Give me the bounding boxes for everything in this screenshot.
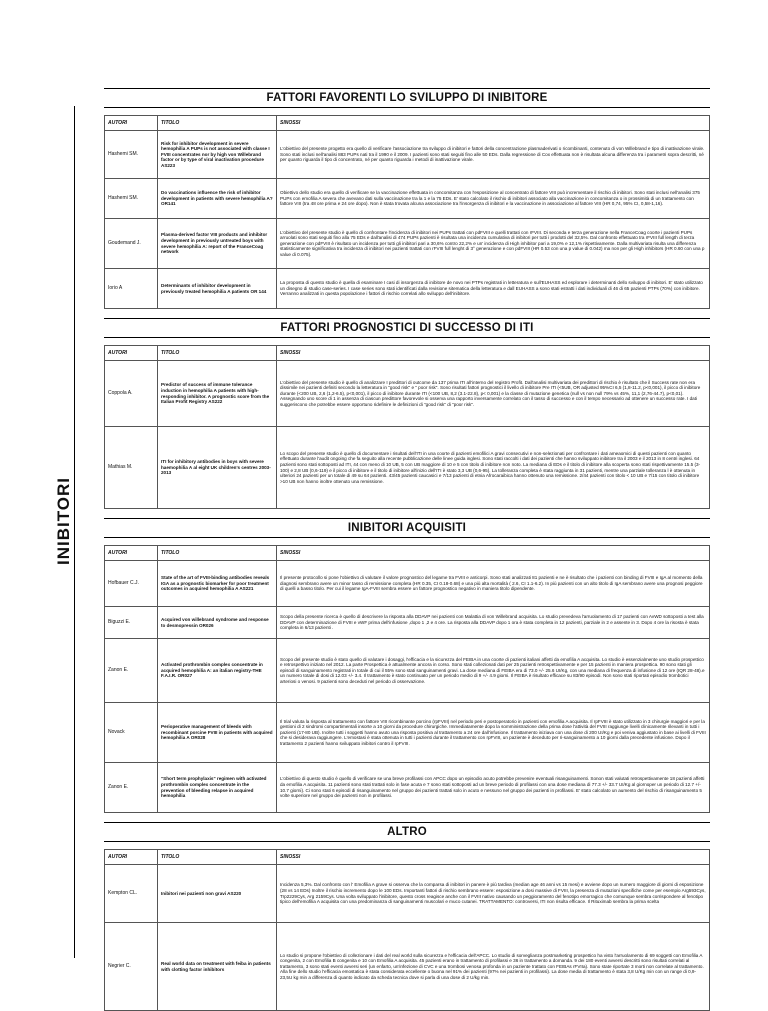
section-title: FATTORI PROGNOSTICI DI SUCCESSO DI ITI bbox=[104, 318, 710, 338]
cell-summary: Obiettivo dello studio era quello di verificare se la vaccinazione effettuata in concomitanza con l'esposizione al concentrato di fattore VIII può incrementare il rischio di inibitori. Sono stati inclusi nell'analisi 375 PUPs con emofilia A severa che avevano dati sulla vaccinazione tra la 1 e la 75 EDs. E' stato calcolato il rischio di inibitori associato alla vaccinazione in concomitanza o in prossimità di un trattamento con fattore VIII (tra 48 ore prima e 24 ore dopo). Non è stata trovata alcuna associazione tra l'insorgenza di inibitori e la vaccinazione in associazione al fattore VIII (HR 0,74, 95% CI, 0,58-1,16). bbox=[277, 179, 710, 219]
section-title: ALTRO bbox=[104, 822, 710, 842]
cell-summary: Scopo del presente studio è stato quello di valutare i dosaggi, l'efficacia e la sicurezza del FEIBA in una coorte di pazienti italiani affetti da emofilia A acquisita. Lo studio è essenzialmente uno studio prospettico e retrospettivo iniziato nel 2012. La parte Prospettica è attualmente ancora in corso. Sono stati collezionati dati per 25 pazienti retrospettivamente e per 15 pazienti in maniera prospettica. 90 sono stati gli episodi di sanguinamento registrati in totale di cui il 55% sono stati sanguinamenti gravi. La dose mediana di FEIBA era di 73.0 +/- 25.6 UI/Kg, con una mediana di frequenza di infusione di 12 ore (IQR 28-48).e un numero totale di dosi di 12.03 +/- 3.4. Il trattamento è stato continuato per un periodo medio di 9 +/- 4.9 giorni. Il FEIBA è risultato efficace su 83/90 episodi. Non sono stati riportati episodio trombotici arteriosi o venosi. 9 pazienti sono deceduti nel periodo di osservazione. bbox=[277, 639, 710, 703]
header-title: TITOLO bbox=[158, 116, 277, 131]
header-authors: AUTORI bbox=[105, 546, 158, 561]
table-header-row bbox=[105, 546, 710, 561]
cell-title: Determinants of inhibitor development in previously treated hemophilia A patients OR 144 bbox=[158, 269, 277, 309]
cell-title: Perioperative management of bleeds with recombinant porcine FVIII in patients with acquired hemophilia A OR028 bbox=[158, 703, 277, 763]
cell-summary: Il presente protocollo si pone l'obiettivo di valutare il valore prognostico del legame tra FVIII e anticorpi. Sono stati analizzati 81 pazienti e ne è risultato che i pazienti con binding di FVIII e IgA al momento della diagnosi sembrano avere un minor tasso di remissione completa (HR 0.35, CI 0.18-0.68) e una più alta mortalità ( 2.6, CI 1.1-6.2). In più pazienti con un alto titolo di IgA sembrano avere una prognosi peggiore di quelli a basso titolo. Per cui il legame IgA-FVIII sembra essere un fattore prognostico negativo in maniera titolo dipendente. bbox=[277, 561, 710, 607]
table-row bbox=[105, 763, 710, 813]
table-header-row bbox=[105, 850, 710, 865]
cell-summary: L'obiettivo del presente studio è quello di analizzare I predittori di outcome da 137 prima ITI all'interno del registro Profit. Dall'analisi multivariata dei predittori di rischio è risultato che il Success rate non era dissimile nei pazienti definiti secondo la letteratura in "good risk" e " poor risk". Sono risultati fattori prognostici il livello di inibitore Pre ITI (<5UB, OR adjusted 95%CI 6,5 (1,8-11.2, p<0,001), il picco di inibitore durante (<200 UB, 2,6 (1,2-6.5), p<0,001), il picco di inibitore durante ITI (<100 UB, 8,2 (3.1-22.8), p< 0,001) e la classe di mutazione genetica (null vs non null 79% vs 45%, 11,1 (2,76-44.7), p<0,01). Assegnando uno score di 1 in assenza di ciascun predittore favorevole si osserva una rapporto inversamente correlato con il tasso di successo e con il tempo necessario ad ottenere un successo rate. I dati suggeriscono che potrebbe essere opportuno ridefinire le definizioni di "good risk" di "poor risk". bbox=[277, 361, 710, 427]
table-header-row bbox=[105, 116, 710, 131]
cell-title: Predictor of success of immune tolerance induction in hemophilia A patients with high-responding inhibitor. A prognostic score from the Italian Profit Registry AS222 bbox=[158, 361, 277, 427]
cell-title: Real world data on treatment with feiba in patients with clotting factor inhibitors bbox=[158, 923, 277, 1011]
cell-title: Acquired von willebrand syndrome and response to desmopressin OR026 bbox=[158, 607, 277, 639]
cell-title: Risk for inhibitor development in severe hemophilia A PUPs is not associated with classe I FVIII concentrates nor by high von Willebrand factor or by type of viral inactivation procedure AS223 bbox=[158, 131, 277, 179]
section-table bbox=[104, 849, 710, 1011]
section-table bbox=[104, 545, 710, 813]
cell-summary: Scopo della presente ricerca è quello di descrivere la risposta alla DDAVP nei pazienti con Malattia di von Willebrand acquisita. Lo studio prevedeva l'arruolamento di 17 pazienti con AvWD sottoposti a test alla DDAVP con determinazione di FVIII e vWF prima dell'infusione ,dopo 1 ,2 e 4 ore. La risposta alla DDAVP dopo 1 ora è stata completa in 12 pazienti, parziale in 2 e assente in 3. Dopo 4 ore la risosta è stata completa in 6/13 pazienti . bbox=[277, 607, 710, 639]
side-label: INIBITORI bbox=[54, 476, 73, 565]
header-title: TITOLO bbox=[158, 546, 277, 561]
cell-summary: Lo scopo del presente studio è quello di documentare i risultati dell'ITI in una coorte di pazienti emofilici A gravi consecutivi e non-selezionati per confrontare i dati ameaomici di questi pazienti con quanto effettuato durante l'audit ongoing che fa seguito alla recente pubblicazione delle linee guida inglesi. Sono stati raccolti i dati dei pazienti che hanno sviluppato inibitore tra il 2003 e il 2013 in 8 centri inglesi. 64 pazienti sono stati sottoposti ad ITI, 44 con meno di 10 UB, 5 con UB maggiore di 10 e 5 con titolo di inibitore non noto. La mediana di EDs e il titolo di inibitore alla scoperta sono stati rispettivamente 15.5 (3-100) e 2,8 UB (0,6-119) e il picco di inibitore e il titolo di inibitore all'inizio dell'ITI è stato 3,3 UB (0,6-95). La tolleranza completa è stata raggiunta in 31 pazienti, mentre una parziale tolleranza l è ottenuta in ulteriori 24 pazienti per un totale di 49 su 64 pazienti. 43/45 pazienti caucasici e 7/13 pazienti di etnia Afrocaraibica hanno ottenuto una remissione. 2/44 pazienti con titolo < 10 UB e 7/15 con titolo di inibitore >10 UB non hanno inoltre ottenuto una remissione. bbox=[277, 427, 710, 509]
cell-author: Hashemi SM. bbox=[105, 131, 158, 179]
table-row bbox=[105, 865, 710, 923]
cell-summary: L'obiettivo del presente progetto era quello di verificare l'associazione tra sviluppo di inibitori e fattori della concentrazione plasmaderivati o ricombinanti, contenuto di von Willebrand e tipo di inattivazione virale. Sono stati inclusi nell'analisi 883 PUPs nati tra il 1990 e il 2009. I pazienti sono stati seguiti fino alle 50 EDs. Dalla regressione di Cox effettuata non è risultata alcuna differenza tra i parametri sopra descritti, né per quanto riguarda il tipo di concentrato, né per quanto riguarda i metodi di inattivazione virale. bbox=[277, 131, 710, 179]
cell-author: Iorio A bbox=[105, 269, 158, 309]
table-row bbox=[105, 179, 710, 219]
cell-summary: L'obiettivo di questo studio è quello di verificare se una breve profilassi con APCC dopo un episodio acuto potrebbe prevenire eventuali risanguinamenti. Sonon stati valutati retrospettivamente 18 pazienti affetti da emofilia A acquisita. 11 pazienti sono stati trattati solo in fase acuta e 7 sono stati sottoposti ad un breve periodo di profilassi con una dose mediana di 77.3 +/- 33.7 UI/Kg al giornoper un periodo di 12.7 +/- 10.7 giorni). Ci sono stati 6 episodi di risanguinamento nel gruppo dei pazienti trattati solo in acuto e nessuno nel gruppo dei pazienti in profilassi. E' stato calcolato un aumento del rischio di risanguinamento 5 volte superiore nel gruppo dei pazienti non in profilassi. bbox=[277, 763, 710, 813]
cell-author: Mathias M. bbox=[105, 427, 158, 509]
header-authors: AUTORI bbox=[105, 116, 158, 131]
table-row bbox=[105, 561, 710, 607]
section-title: FATTORI FAVORENTI LO SVILUPPO DI INIBITORE bbox=[104, 88, 710, 108]
cell-title: State of the art of FVIII-binding antibodies reveals IGA as a prognostic biomarker for poor treatment outcomes in acquired hemophilia A AS221 bbox=[158, 561, 277, 607]
section-table bbox=[104, 115, 710, 309]
header-summary: SINOSSI bbox=[277, 346, 710, 361]
header-summary: SINOSSI bbox=[277, 116, 710, 131]
cell-author: Hofbauer C.J. bbox=[105, 561, 158, 607]
header-authors: AUTORI bbox=[105, 346, 158, 361]
cell-author: Kempton CL. bbox=[105, 865, 158, 923]
section-title: INIBITORI ACQUISITI bbox=[104, 518, 710, 538]
cell-title: Do vaccinations influence the risk of inhibitor development in patients with severe hemophilia A? OR141 bbox=[158, 179, 277, 219]
table-row bbox=[105, 219, 710, 269]
table-header-row bbox=[105, 346, 710, 361]
table-row bbox=[105, 923, 710, 1011]
section-gap bbox=[104, 338, 710, 345]
cell-author: Zanon E. bbox=[105, 639, 158, 703]
table-row bbox=[105, 607, 710, 639]
table-row bbox=[105, 703, 710, 763]
section-table bbox=[104, 345, 710, 509]
document-page bbox=[104, 88, 710, 1011]
cell-author: Coppola A. bbox=[105, 361, 158, 427]
cell-title: "Short term prophylaxis" regimen with activated prothrombin complex concentrate in the prevention of bleeding relapse in acquired hemophilia bbox=[158, 763, 277, 813]
cell-author: Biguzzi E. bbox=[105, 607, 158, 639]
cell-author: Zanon E. bbox=[105, 763, 158, 813]
cell-title: Inibitori nei pazienti non gravi AS220 bbox=[158, 865, 277, 923]
table-row bbox=[105, 427, 710, 509]
cell-summary: L'obiettivo del presente studio è quello di confrontare l'incidenza di inibitori nei PUPs trattati con pdFVIII e quelli trattati con rFVIII. Di seconda e terza generazione nella FranceCoag coorte i pazienti PUPs arruolati sono stati seguiti fino alla 75 EDs e dall'analisi di 474 PUPs pazienti è risultata una incidenza cumulativa di inibitori per tutti i prodotti del 32,5%. Dal confronto effettuato tra rFVIII full length di terza generazione con pdFVIII è risultato un incidenza per tutti gli inibitori pari a 30,6% contro 22,2% e un' incidenza di High inhibitor pari a 19,0% e 12,1% rispettivamente. Dalla multivariata risulta una differenza statisticamente significativa tra incidenza di inibitori nei pazienti trattati con rFVIII full lenght di 3° generazione e con pdFVIII (HR 0.53 con una p value di 0.042) ma non per gli High inhibitors (HR 0.60 con una p value di 0.075). bbox=[277, 219, 710, 269]
cell-author: Novack bbox=[105, 703, 158, 763]
cell-author: Goudemand J. bbox=[105, 219, 158, 269]
section-gap bbox=[104, 538, 710, 545]
cell-summary: Lo studio si propone l'obiettivo di collezionare i dati del real world sulla sicurezza e l'efficacia dell'APCC. Lo studio di sorveglianza postmarketing prospettico ha visto l'arruolamento di 69 soggetti con Emofilia A congenita, 2 con Emofilia B congenita e 10 con Emofilia A acquisita. 45 pazienti erano in trattamento di profilassi e 36 in trattamento a domanda. 9 dei 180 eventi avversi descritti sono risultati correlati al trattamento, 3 sono stati eventi avversi seri (un enfarto, un'infezione di CVC e una trombosi venosa profonda in un paziente trattato con FEIBAs rFVIIa). Sono state riportate 3 morti non correlate al trattamento. Alla fine dello studio l'efficacia emostatica è stata considerata eccellente o buona nel 91% dei pazienti (97% nei pazienti in profilassi). La dose media di trattamento è stata 3,8 U/Kg min con un range di 0,9-23,5U kg min a differenza di quanto indicato da scheda tecnica dove si parla di una dose di 2 U/kg min. bbox=[277, 923, 710, 1011]
header-authors: AUTORI bbox=[105, 850, 158, 865]
cell-title: ITI for inhibitory antibodies in boys with severe haemophilia A al eight UK children's centres 2003-2013 bbox=[158, 427, 277, 509]
section-gap bbox=[104, 842, 710, 849]
cell-author: Hashemi SM. bbox=[105, 179, 158, 219]
header-title: TITOLO bbox=[158, 850, 277, 865]
header-summary: SINOSSI bbox=[277, 850, 710, 865]
table-row bbox=[105, 361, 710, 427]
header-summary: SINOSSI bbox=[277, 546, 710, 561]
cell-summary: Il trial valuta la risposta al trattamento con fattore VIII ricombinante porcino (rpFVIII) nel periodo peri e postoperatorio in pazienti con emofilia A acquisita. Il rpFVIII è stato utilizzato in 3 chirurgie maggiori e per la gestioni di 2 sindromi compartimentali insorte a 10 giorni da procedure chirurgiche. Immediatamente dopo la somministrazione della prima dose l'attività del FVIII raggiunge livelli clinicamente rilevanti in tutti i pazienti (17-80 UB). Inoltre tutti i soggetti hanno avuto una risposta positiva al trattamento a 24 ore dall'infusione. Il trattamento iniziava con una dose di 200 UI/Kg e poi veniva aggiustato in base ai livelli di FVIII che si desiderava raggiungere. L'emostasi è stata ottenuta in tutti i pazienti durante il trattamento con rpFVIII, un paziente è deceduto per ri-sanguinamento a 10 giorni dalla precedente infusione. Dopo il trattamento 2 pazienti hanno sviluppato inibitori contro il rpFVIII. bbox=[277, 703, 710, 763]
table-row bbox=[105, 639, 710, 703]
cell-summary: Incidenza 5,3%. Dal confronto con l' Emofilia A grave si osserva che la comparsa di inibitori in panere è più tardiva (median age 46 anni vs 15 mesi) e avviene dopo un numero maggiore di giorni di esposizione (28 vs 14 EDs) Inoltre il rischio incremento dopo le 100 EDs. Importanti fattori di rischio sembrano essere: esposizione a dosi massive di FVIII, la presenza di mutazioni specifiche come per esempio Arg593Cys, Trp2229Cys, Arg 2159Cys. Una volta sviluppato l'inibitore, questo cross reagisce anche con il FVIII nativo causando un peggioramento del fenotipo emorragico che comunque sembra corrispondere al fenotipo tipico dell'emofilia A acquisita con una predominanza di sanguinamenti muscolari e muco cutanei. TRATTAMENTO: controversi, ITI non risulta efficace. Il Rituximab sembra la prima scelta bbox=[277, 865, 710, 923]
cell-title: Activated prothrombin complex concentrate in acquired hemophilia A: an italian registry-THE F.A.I.R. OR027 bbox=[158, 639, 277, 703]
cell-title: Plasma-derived factor VIII products and inhibitor development in previously untreated boys with severe hemophilia A: report of the FranceCoag network bbox=[158, 219, 277, 269]
table-row bbox=[105, 131, 710, 179]
header-title: TITOLO bbox=[158, 346, 277, 361]
section-gap bbox=[104, 108, 710, 115]
cell-author: Negrier C. bbox=[105, 923, 158, 1011]
cell-summary: La proposta di questo studio è quella di esaminare I casi di insorgenza di inibitore de novo nei PTPs registrati in letteratura e sull'EUHASS ed esplorare i determinanti dello sviluppo di inibitori. E' stato utilizzato un disegno di studio case-series. I case series sono stati identificati dalla revisione sitematica della letteratura e dall EUHASS a sono stati estratti i dati individuali di 46 di 65 pazienti PTPs (70%) con inibitore. Verranno analizzati in questa popolazione i fattori di rischio correlati allo sviluppo dell'inibitore. bbox=[277, 269, 710, 309]
table-row bbox=[105, 269, 710, 309]
